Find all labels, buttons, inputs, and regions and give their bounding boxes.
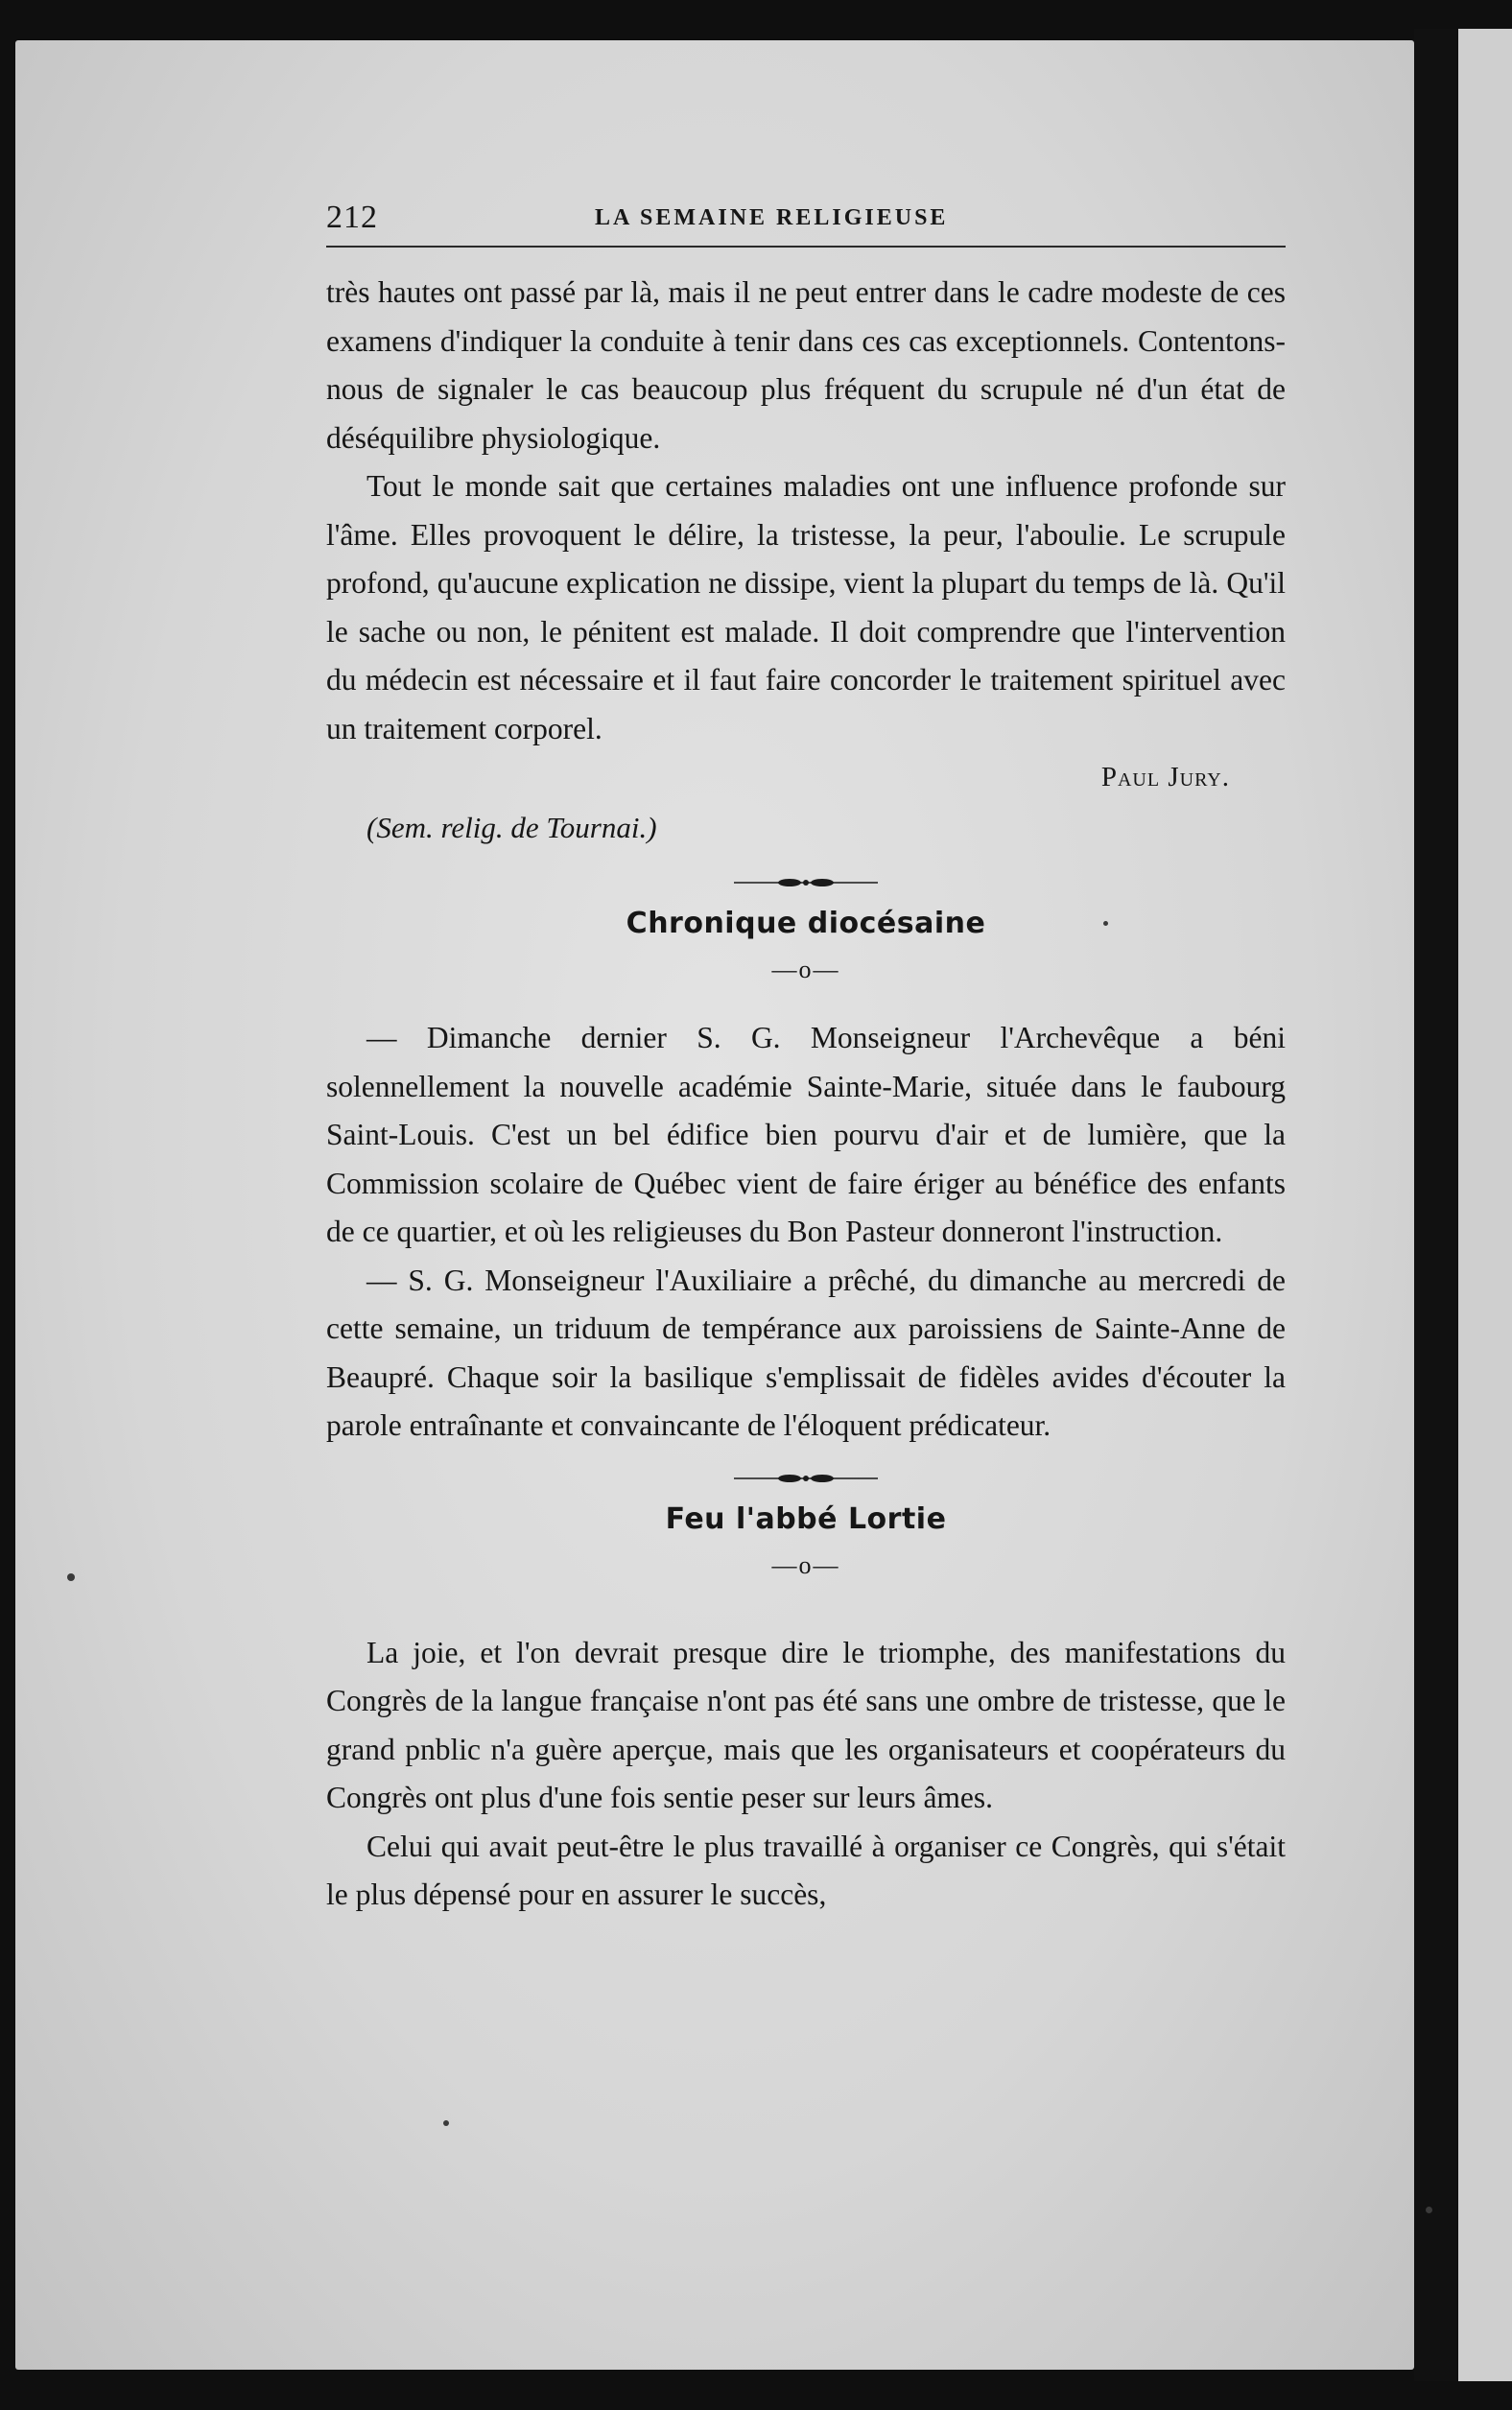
ornament-divider [326,868,1286,897]
dust-speck [443,2120,449,2126]
adjacent-page-edge [1458,29,1512,2381]
ornament-rule-icon [734,875,878,890]
source-citation: (Sem. relig. de Tournai.) [366,811,657,844]
section-heading: Chronique diocésaine [626,907,986,940]
author-signature: Paul Jury. [1100,762,1230,792]
article-paragraph: très hautes ont passé par là, mais il ne peut entrer dans le cadre modeste de ces examens d'indiquer la conduite à tenir dans ces cas exceptionnels. Contentons-nous de signaler le cas beaucoup plus fréquent du scrupule né d'un état de déséquilibre physiologique. [326,275,1286,455]
running-title: LA SEMAINE RELIGIEUSE [595,205,949,230]
chronique-paragraph: — S. G. Monseigneur l'Auxiliaire a prêché, du dimanche au mercredi de cette semaine, un triduum de tempérance aux paroissiens de Sainte-Anne de Beaupré. Chaque soir la basilique s'emplissait de fidèles avides d'écouter la parole entraînante et convaincante de l'éloquent prédicateur. [326,1263,1286,1442]
article-paragraph: Tout le monde sait que certaines maladies ont une influence profonde sur l'âme. Elles provoquent le délire, la tristesse, la peur, l'aboulie. Le scrupule profond, qu'aucune explication ne dissipe, vient la plupart du temps de là. Qu'il le sache ou non, le pénitent est malade. Il doit comprendre que l'intervention du médecin est nécessaire et il faut faire concorder le traitement spirituel avec un traitement corporel. [326,469,1286,745]
ornament-rule-icon [734,1471,878,1486]
obituary-paragraph: Celui qui avait peut-être le plus travaillé à organiser ce Congrès, qui s'était le plus dépensé pour en assurer le succès, [326,1829,1286,1911]
small-divider: —o— [771,1550,840,1579]
small-divider: —o— [771,956,840,983]
chronique-paragraph: — Dimanche dernier S. G. Monseigneur l'Archevêque a béni solennellement la nouvelle académie Sainte-Marie, située dans le faubourg Saint-Louis. C'est un bel édifice bien pourvu d'air et de lumière, que la Commission scolaire de Québec vient de faire ériger au bénéfice des enfants de ce quartier, et où les religieuses du Bon Pasteur donneront l'instruction. [326,1021,1286,1248]
section-heading: Feu l'abbé Lortie [665,1501,947,1536]
ornament-divider [326,1464,1286,1493]
gutter-shadow [1414,29,1458,2381]
dust-speck [67,1573,75,1581]
page-content [326,188,1286,1920]
page-number: 212 [326,200,378,235]
running-head [326,188,1286,248]
dust-speck [1426,2207,1432,2213]
obituary-paragraph: La joie, et l'on devrait presque dire le triomphe, des manifestations du Congrès de la langue française n'ont pas été sans une ombre de tristesse, que le grand pnblic n'a guère aperçue, mais que les organisateurs et coopérateurs du Congrès ont plus d'une fois sentie peser sur leurs âmes. [326,1635,1286,1814]
